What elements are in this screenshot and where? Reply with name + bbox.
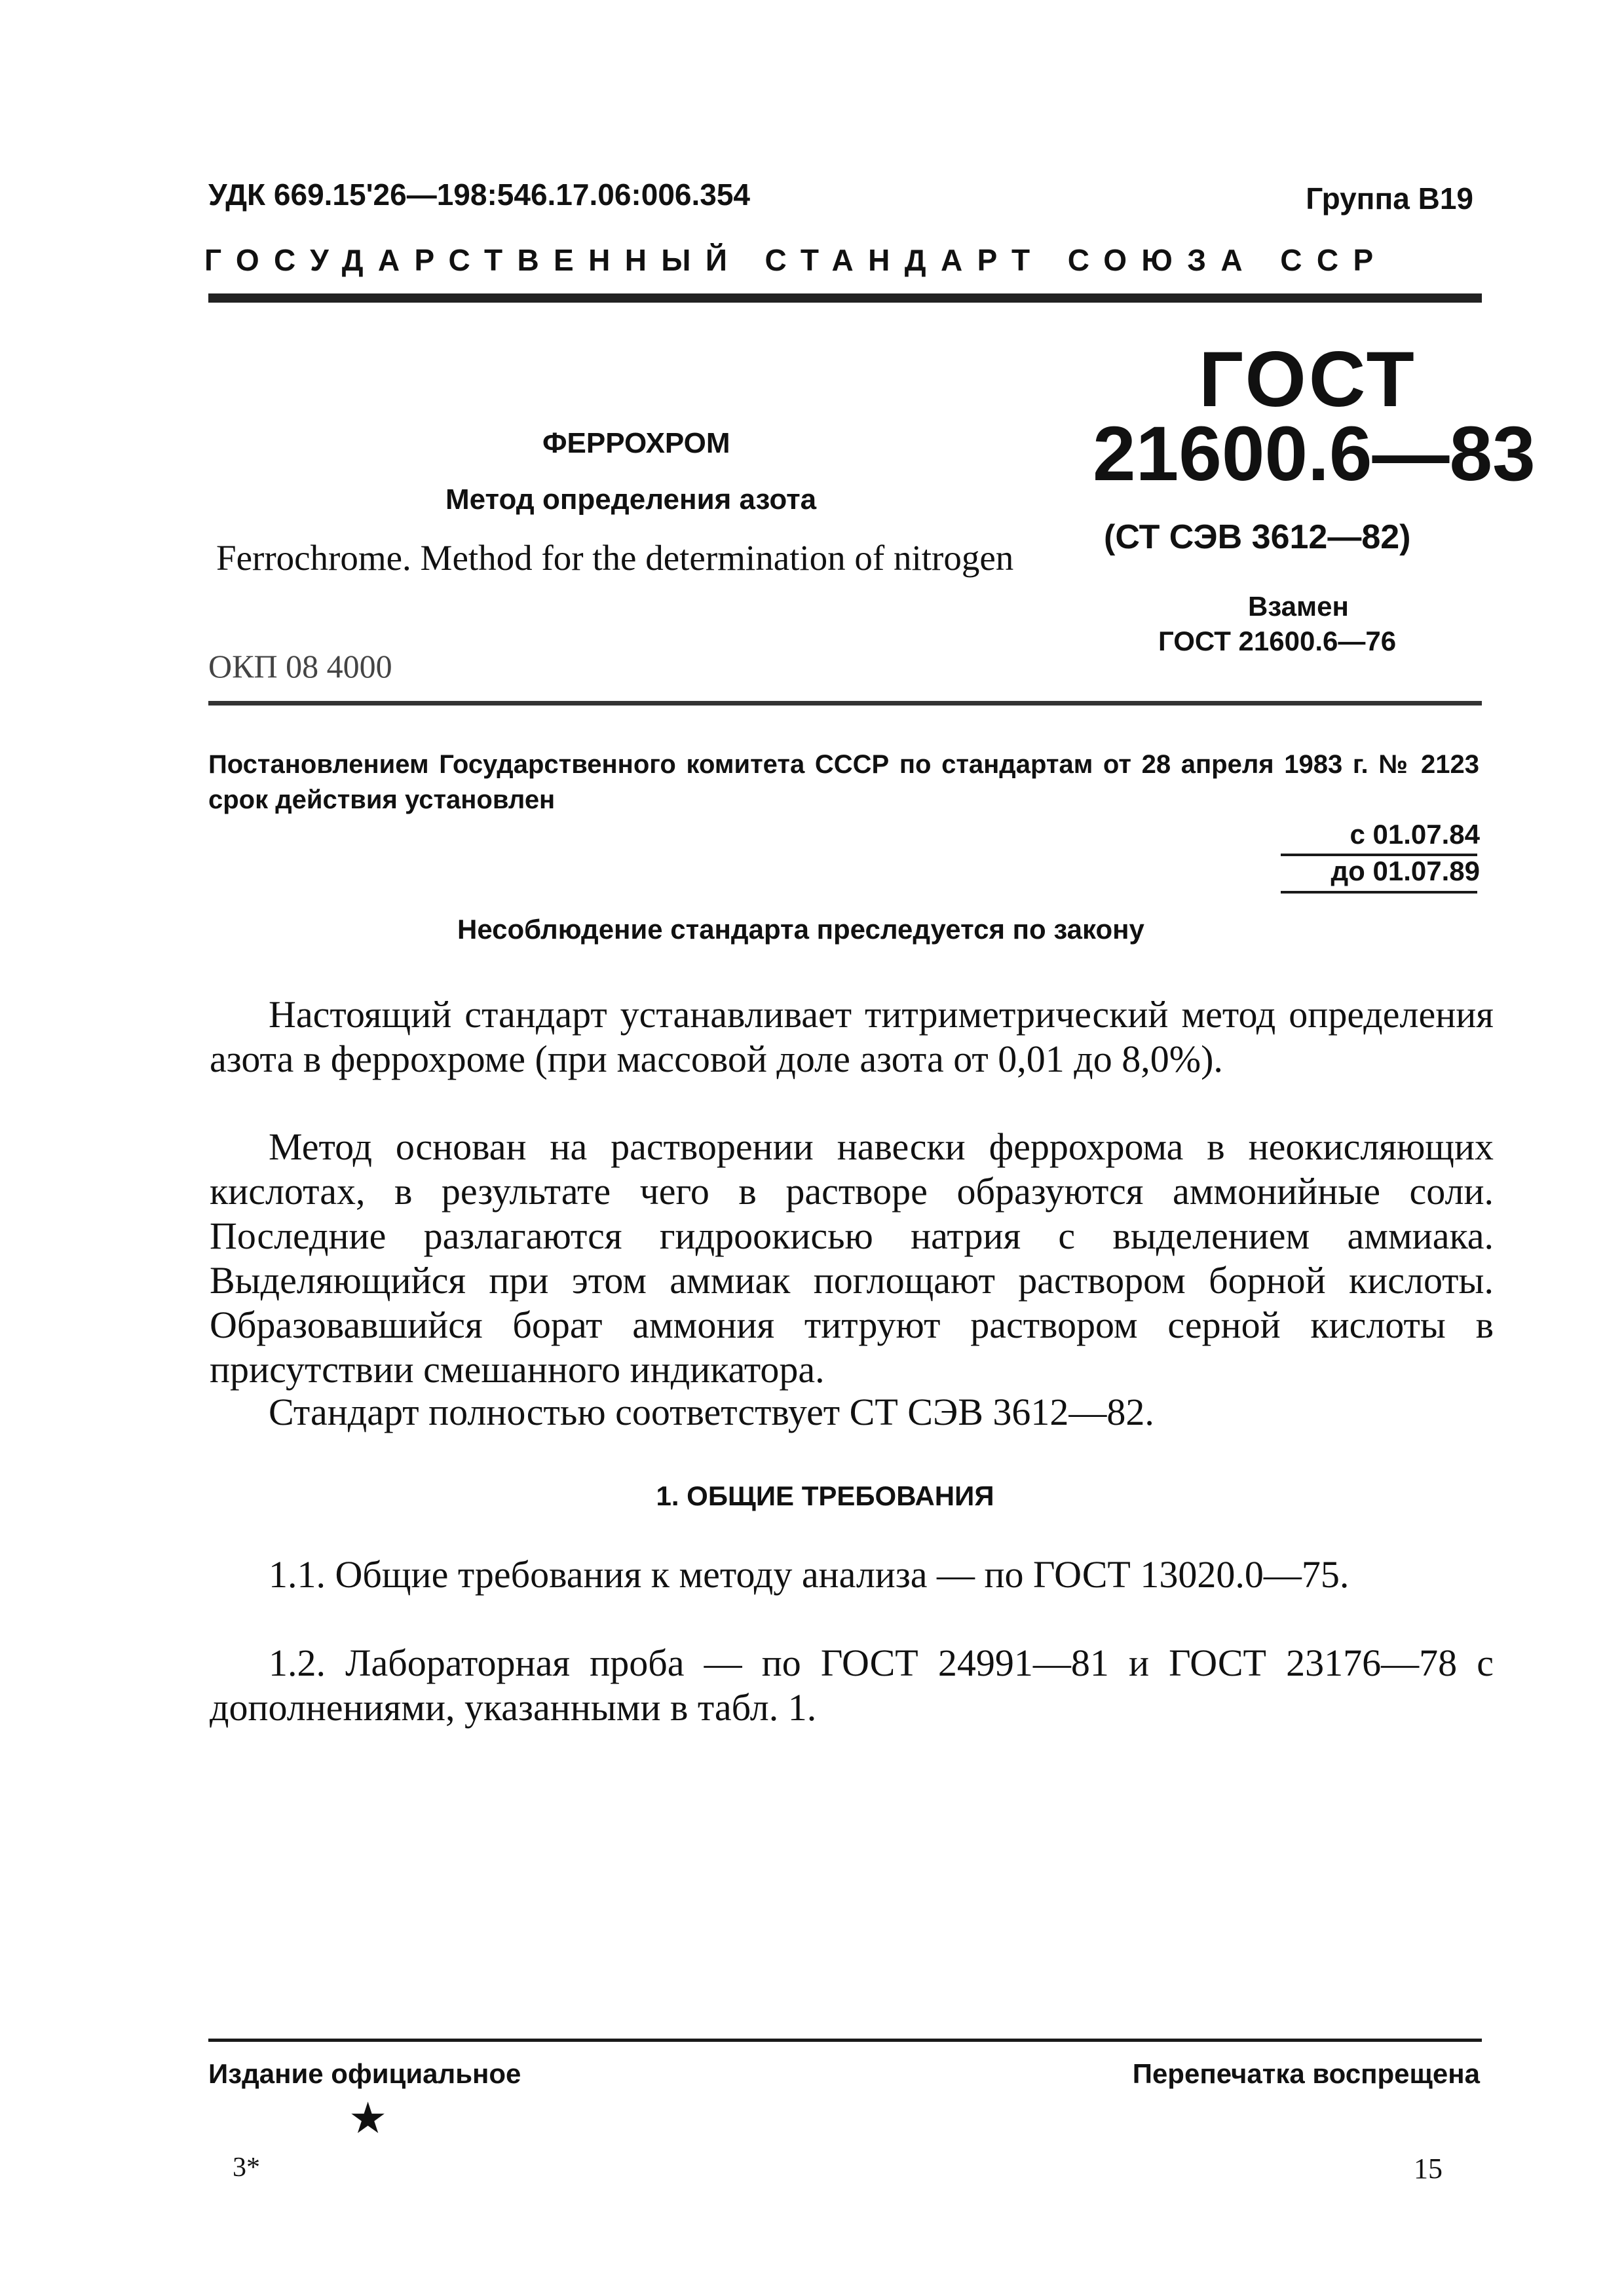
intro-paragraph-text: Настоящий стандарт устанавливает титриметрический метод определения азота в феррохроме (при массовой доле азота от 0,01 до 8,0%).: [210, 993, 1494, 1080]
method-title: Метод определения азота: [445, 483, 817, 516]
gost-number: 21600.6—83: [1093, 411, 1536, 497]
okp-code: ОКП 08 4000: [208, 648, 392, 685]
page-number: 15: [1414, 2153, 1443, 2185]
signature-mark: 3*: [233, 2153, 260, 2183]
compliance-paragraph: [210, 1390, 1494, 1435]
item-1-1-text: 1.1. Общие требования к методу анализа — по ГОСТ 13020.0—75.: [269, 1553, 1350, 1596]
compliance-paragraph-text: Стандарт полностью соответствует СТ СЭВ 3612—82.: [269, 1391, 1154, 1433]
product-name: ФЕРРОХРОМ: [542, 427, 730, 459]
method-paragraph: [210, 1125, 1494, 1392]
footer-rule: [208, 2039, 1482, 2042]
title-rule: [208, 701, 1482, 706]
date-rule-2: [1281, 891, 1477, 894]
method-paragraph-text: Метод основан на растворении навески феррохрома в неокисляющих кислотах, в результате чего в растворе образуются аммонийные соли. Последние разлагаются гидроокисью натрия с выделением аммиака. Выделяющийся при этом аммиак поглощают раствором борной кислоты. Образовавшийся борат аммония титруют раствором серной кислоты в присутствии смешанного индикатора.: [210, 1125, 1494, 1391]
udk-code: УДК 669.15'26—198:546.17.06:006.354: [208, 178, 751, 212]
section-1-heading: 1. ОБЩИЕ ТРЕБОВАНИЯ: [656, 1480, 994, 1511]
decree-text: Постановлением Государственного комитета СССР по стандартам от 28 апреля 1983 г. № 2123 срок действия установлен: [208, 750, 1479, 814]
legal-warning: Несоблюдение стандарта преследуется по закону: [457, 914, 1144, 945]
item-1-2: [210, 1641, 1494, 1730]
header-rule: [208, 293, 1482, 303]
official-edition: Издание официальное: [208, 2058, 521, 2089]
state-standard-title: ГОСУДАРСТВЕННЫЙ СТАНДАРТ СОЮЗА ССР: [204, 243, 1388, 277]
replaces-label: Взамен: [1248, 591, 1349, 622]
item-1-1: [210, 1553, 1494, 1597]
group-code: Группа В19: [1306, 181, 1473, 216]
star-icon: ★: [349, 2093, 388, 2143]
intro-paragraph: [210, 992, 1494, 1082]
st-sev-reference: (СТ СЭВ 3612—82): [1104, 518, 1411, 556]
replaced-gost: ГОСТ 21600.6—76: [1158, 626, 1397, 656]
english-title: Ferrochrome. Method for the determination of nitrogen: [216, 538, 1014, 578]
valid-to: до 01.07.89: [1331, 856, 1480, 886]
item-1-2-text: 1.2. Лабораторная проба — по ГОСТ 24991—81 и ГОСТ 23176—78 с дополнениями, указанными в табл. 1.: [210, 1642, 1494, 1729]
reprint-prohibited: Перепечатка воспрещена: [1132, 2058, 1480, 2089]
valid-from: с 01.07.84: [1350, 819, 1480, 850]
gost-label: ГОСТ: [1199, 335, 1417, 423]
